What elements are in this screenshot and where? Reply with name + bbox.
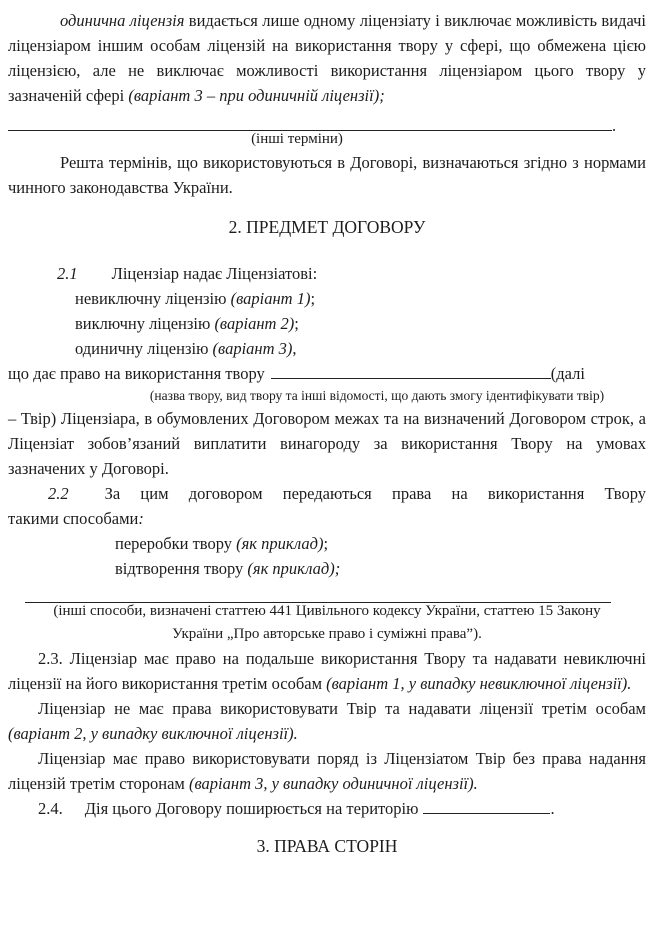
license-option-2-variant: (варіант 2) [214, 314, 295, 333]
license-option-1-text: невиключну ліцензію [75, 289, 231, 308]
clause-2-1-intro-text: Ліцензіар надає Ліцензіатові: [111, 264, 318, 283]
license-option-3-variant: (варіант 3) [212, 339, 293, 358]
clause-2-3-p3-text: Ліцензіар має право використовувати поряд із Ліцензіатом Твір без права надання ліцензій третім сторонам [8, 749, 646, 793]
other-terms-line-period: . [612, 116, 617, 135]
caption-other-terms [8, 128, 646, 150]
clause-2-1-continuation-text: – Твір) Ліцензіара, в обумовлених Договором межах та на визначений Договором строк, а Ліцензіат зобов’язаний виплатити винагороду за використання Твору на умовах зазначених у Договорі. [8, 409, 646, 478]
grant-suffix-text: (далі [550, 364, 585, 383]
grant-prefix-text: що дає право на використання твору [8, 364, 265, 383]
caption-work-title-text: (назва твору, вид твору та інші відомості, що дають змогу ідентифікувати твір) [149, 388, 605, 403]
paragraph-2-3-exclusive [8, 696, 646, 746]
license-option-exclusive [8, 311, 646, 336]
section-2-heading [8, 215, 646, 240]
clause-2-3-p1-variant: (варіант 1, у випадку невиключної ліцензії). [326, 674, 632, 693]
usage-example-2-text: відтворення твору [115, 559, 248, 578]
section-3-heading-text: 3. ПРАВА СТОРІН [256, 836, 398, 856]
paragraph-2-3-nonexclusive [8, 646, 646, 696]
territory-blank-underline [423, 800, 550, 814]
clause-2-4-text: Дія цього Договору поширюється на територію [84, 799, 419, 818]
clause-2-2-line2-text: такими способами [8, 509, 139, 528]
license-option-1-variant: (варіант 1) [230, 289, 311, 308]
clause-2-2-line1 [8, 481, 646, 506]
clause-2-4-territory [8, 796, 646, 821]
clause-2-4-period: . [550, 799, 555, 818]
license-option-2-tail: ; [294, 314, 299, 333]
clause-2-1-intro [8, 261, 646, 286]
usage-example-2-note: (як приклад); [247, 559, 341, 578]
rest-of-terms-text: Решта термінів, що використовуються в Договорі, визначаються згідно з нормами чинного законодавства України. [8, 153, 646, 197]
caption-other-ways-line1: (інші способи, визначені статтею 441 Цивільного кодексу України, статтею 15 Закону [53, 603, 601, 619]
license-option-3-text: одиничну ліцензію [75, 339, 213, 358]
usage-example-rework [8, 531, 646, 556]
caption-other-ways [8, 600, 646, 646]
license-option-nonexclusive [8, 286, 646, 311]
clause-2-3-p1-text: 2.3. Ліцензіар має право на подальше використання Твору та надавати невиключні ліцензії на його використання третім особам [8, 649, 646, 693]
paragraph-2-3-single [8, 746, 646, 796]
paragraph-rest-of-terms [8, 150, 646, 200]
license-option-2-text: виключну ліцензію [75, 314, 215, 333]
usage-example-1-tail: ; [323, 534, 329, 553]
fill-in-line-other-terms [8, 113, 646, 135]
caption-work-title [8, 386, 646, 406]
usage-example-1-note: (як приклад) [236, 534, 324, 553]
clause-2-3-p3-variant: (варіант 3, у випадку одиничної ліцензії). [189, 774, 478, 793]
clause-2-3-p2-text: Ліцензіар не має права використовувати Твір та надавати ліцензії третім особам [38, 699, 646, 718]
license-option-single [8, 336, 646, 361]
single-license-term: одинична ліцензія [60, 11, 185, 30]
clause-2-2-number: 2.2 [48, 484, 69, 503]
clause-2-4-number: 2.4. [38, 799, 63, 818]
fill-in-line-other-ways [25, 585, 646, 597]
clause-2-3-p2-variant: (варіант 2, у випадку виключної ліцензії). [8, 724, 298, 743]
clause-2-2-line2-colon: : [138, 509, 144, 528]
clause-2-2-line2 [8, 506, 646, 531]
usage-example-1-text: переробки твору [115, 534, 237, 553]
paragraph-2-1-continuation [8, 406, 646, 481]
clause-2-2-line1-text: За цим договором передаються права на використання Твору [104, 484, 646, 503]
section-3-heading [8, 834, 646, 859]
license-option-3-tail: , [292, 339, 297, 358]
section-2-heading-text: 2. ПРЕДМЕТ ДОГОВОРУ [228, 217, 426, 237]
license-option-1-tail: ; [310, 289, 316, 308]
usage-example-reproduction [8, 556, 646, 581]
work-title-blank-underline [271, 365, 551, 379]
work-grant-line [8, 361, 646, 386]
caption-other-terms-text: (інші терміни) [251, 131, 343, 147]
single-license-definition-text: видається лише одному ліцензіату і виключає можливість видачі ліцензіаром іншим особам ліцензій на використання твору у сфері, що обмежена цією ліцензією, але не виключає можливості використання ліцензіаром цього твору у зазначеній сфері [8, 11, 646, 105]
clause-2-1-number: 2.1 [57, 264, 78, 283]
single-license-variant-note: (варіант 3 – при одиничній ліцензії); [128, 86, 385, 105]
caption-other-ways-line2: України „Про авторське право і суміжні права”). [172, 626, 482, 642]
paragraph-single-license-definition [8, 8, 646, 108]
